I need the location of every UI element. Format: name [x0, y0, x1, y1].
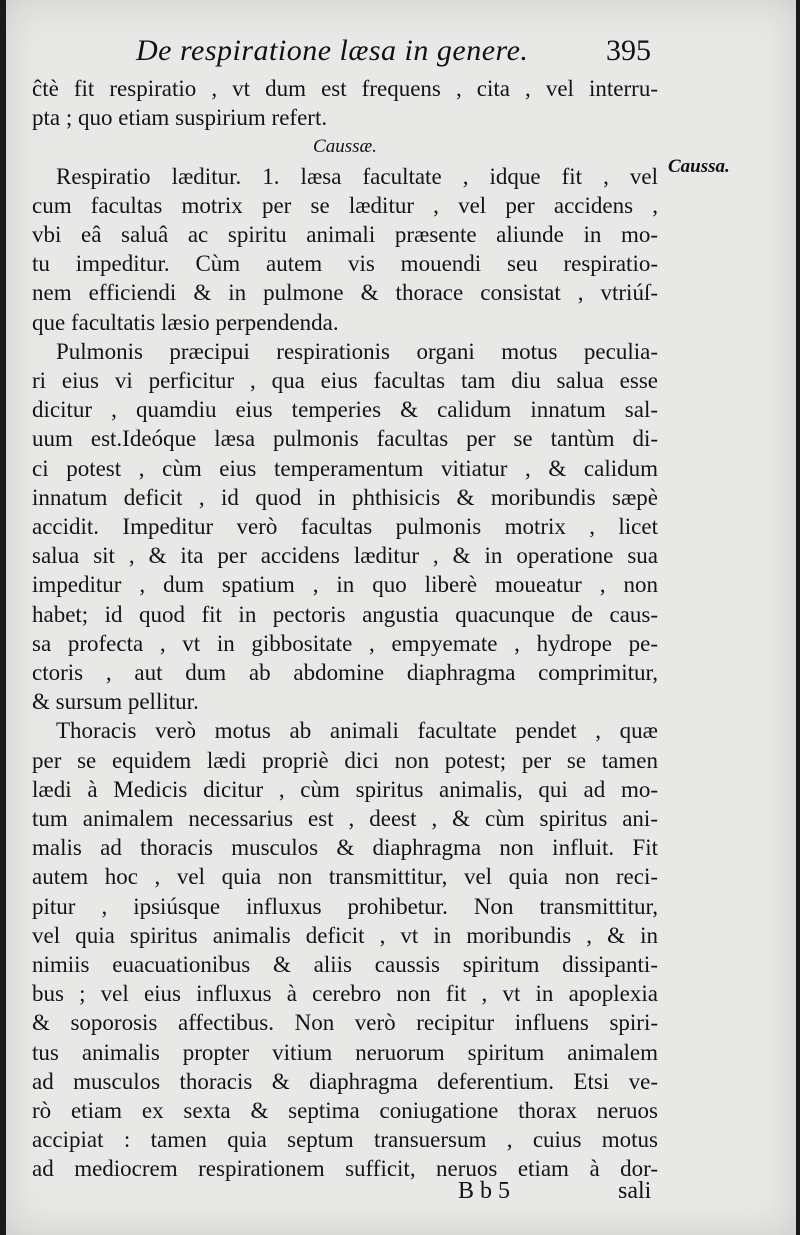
text-line: Caussæ. — [313, 136, 377, 158]
text-line: lædi à Medicis dicitur , cùm spiritus animalis, qui ad mo- — [32, 776, 658, 802]
text-line: nem efficiendi & in pulmone & thorace consistat , vtriúſ- — [32, 280, 658, 306]
text-line: ci potest , cùm eius temperamentum vitiatur , & calidum — [32, 455, 658, 481]
text-line: Respiratio læditur. 1. læsa facultate , idque fit , vel — [56, 163, 658, 189]
text-line: ctoris , aut dum ab abdomine diaphragma comprimitur, — [32, 660, 658, 685]
text-line: que facultatis læsio perpendenda. — [32, 309, 339, 335]
text-line: vbi eâ saluâ ac spiritu animali præsente aliunde in mo- — [32, 222, 658, 247]
text-line: bus ; vel eius influxus à cerebro non fit , vt in apoplexia — [32, 981, 658, 1007]
page-footer — [6, 1178, 796, 1210]
page-header — [6, 34, 796, 74]
text-line: vel quia spiritus animalis deficit , vt in moribundis , & in — [32, 922, 658, 948]
text-line: tus animalis propter vitium neruorum spiritum animalem — [32, 1039, 658, 1065]
text-line: & sursum pellitur. — [32, 689, 199, 715]
text-line: accipiat : tamen quia septum transuersum , cuius motus — [32, 1127, 658, 1153]
text-line: nimiis euacuationibus & aliis caussis spiritum dissipanti- — [32, 952, 658, 977]
text-line: uum est.Ideóque læsa pulmonis facultas per se tantùm di- — [32, 426, 658, 452]
text-line: tu impeditur. Cùm autem vis mouendi seu respiratio- — [32, 251, 658, 277]
text-line: habet; id quod fit in pectoris angustia quacunque de caus- — [32, 601, 658, 627]
text-line: impeditur , dum spatium , in quo liberè moueatur , non — [32, 572, 658, 598]
running-title: De respiratione læsa in genere. — [136, 34, 529, 67]
text-line: salua sit , & ita per accidens læditur , & in operatione sua — [32, 543, 658, 569]
page-number: 395 — [606, 34, 651, 67]
text-line: sa profecta , vt in gibbositate , empyemate , hydrope pe- — [32, 630, 658, 656]
text-line: tum animalem necessarius est , deest , & cùm spiritus ani- — [32, 806, 658, 831]
text-line: cum facultas motrix per se læditur , vel per accidens , — [32, 192, 658, 218]
text-line: pitur , ipsiúsque influxus prohibetur. Non transmittitur, — [32, 893, 658, 919]
text-line: dicitur , quamdiu eius temperies & calidum innatum sal- — [32, 397, 658, 423]
margin-note: Caussa. — [668, 156, 730, 177]
text-line: rò etiam ex sexta & septima coniugatione thorax neruos — [32, 1098, 658, 1123]
text-line: ad musculos thoracis & diaphragma deferentium. Etsi ve- — [32, 1068, 658, 1094]
text-line: & soporosis affectibus. Non verò recipitur influens spiri- — [32, 1010, 658, 1036]
book-page — [6, 0, 796, 1235]
text-line: pta ; quo etiam suspirium refert. — [32, 105, 328, 131]
text-line: Pulmonis præcipui respirationis organi motus peculia- — [56, 338, 658, 364]
text-line: autem hoc , vel quia non transmittitur, vel quia non reci- — [32, 864, 658, 890]
text-line: per se equidem lædi propriè dici non potest; per se tamen — [32, 747, 658, 773]
catchword: sali — [618, 1178, 652, 1204]
text-line: malis ad thoracis musculos & diaphragma non influit. Fit — [32, 835, 658, 861]
signature-mark: B b 5 — [458, 1178, 511, 1204]
text-line: innatum deficit , id quod in phthisicis & moribundis sæpè — [32, 484, 658, 510]
text-line: Thoracis verò motus ab animali facultate pendet , quæ — [56, 718, 658, 744]
text-line: accidit. Impeditur verò facultas pulmonis motrix , licet — [32, 514, 658, 539]
text-line: ĉtè fit respiratio , vt dum est frequens , cita , vel interru- — [32, 76, 658, 101]
text-line: ri eius vi perficitur , qua eius facultas tam diu salua esse — [32, 368, 658, 393]
text-line: ad mediocrem respirationem sufficit, neruos etiam à dor- — [32, 1156, 658, 1182]
